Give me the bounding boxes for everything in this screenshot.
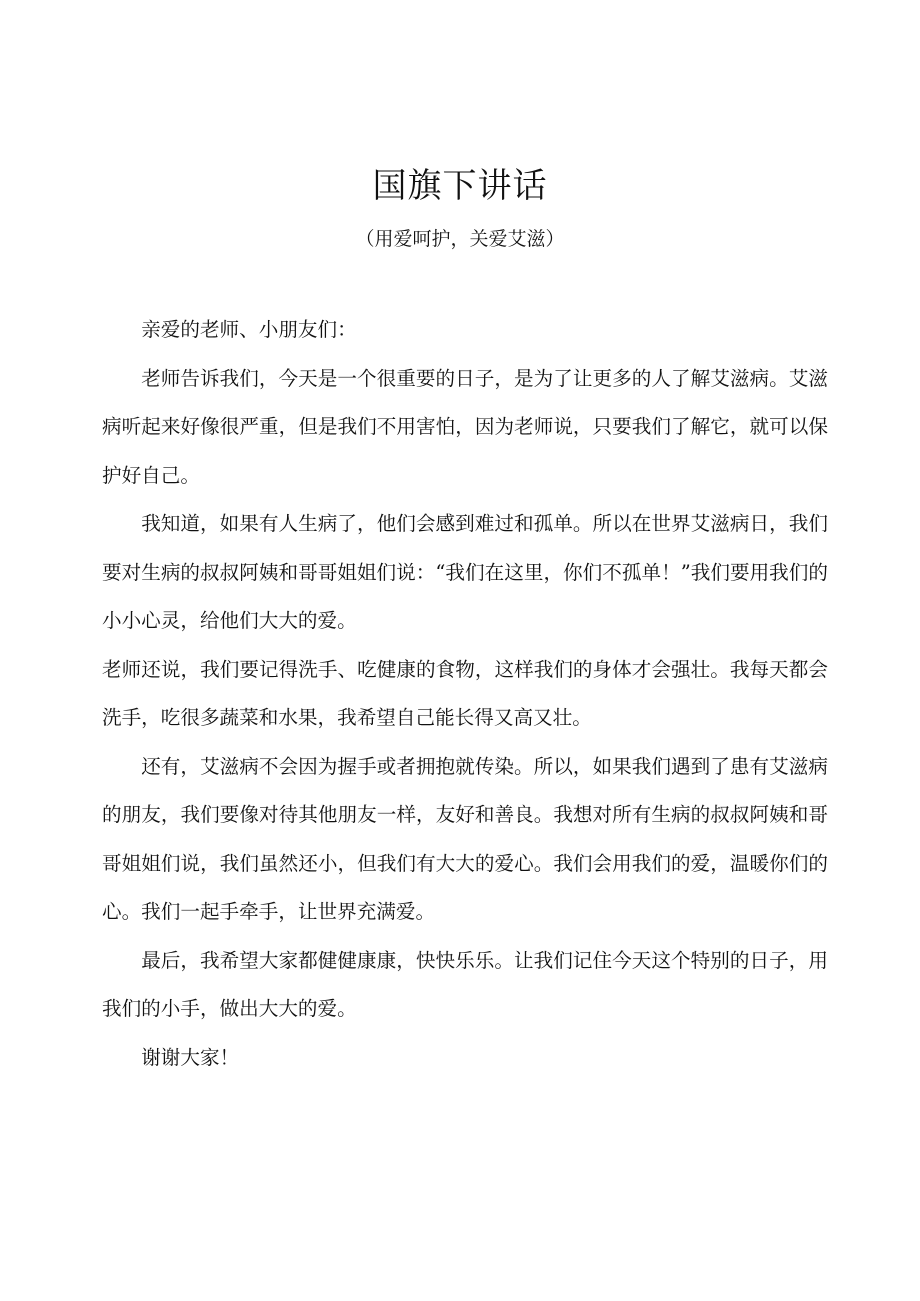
speech-body (102, 306, 828, 1082)
paragraph-5: 最后，我希望大家都健健康康，快快乐乐。让我们记住今天这个特别的日子，用我们的小手，做出大大的爱。 (102, 948, 828, 1020)
paragraph-1: 老师告诉我们，今天是一个很重要的日子，是为了让更多的人了解艾滋病。艾滋病听起来好像很严重，但是我们不用害怕，因为老师说，只要我们了解它，就可以保护好自己。 (102, 366, 828, 487)
page-subtitle: （用爱呵护，关爱艾滋） (355, 228, 565, 250)
greeting: 亲爱的老师、小朋友们： (141, 318, 357, 341)
closing: 谢谢大家！ (141, 1045, 240, 1069)
paragraph-2: 我知道，如果有人生病了，他们会感到难过和孤单。所以在世界艾滋病日，我们要对生病的叔叔阿姨和哥哥姐姐们说：“我们在这里，你们不孤单！”我们要用我们的小小心灵，给他们大大的爱。 (102, 512, 828, 632)
paragraph-3: 老师还说，我们要记得洗手、吃健康的食物，这样我们的身体才会强壮。我每天都会洗手，吃很多蔬菜和水果，我希望自己能长得又高又壮。 (102, 657, 828, 729)
page-title: 国旗下讲话 (372, 166, 548, 206)
paragraph-4: 还有，艾滋病不会因为握手或者拥抱就传染。所以，如果我们遇到了患有艾滋病的朋友，我们要像对待其他朋友一样，友好和善良。我想对所有生病的叔叔阿姨和哥哥姐姐们说，我们虽然还小，但我们有大大的爱心。我们会用我们的爱，温暖你们的心。我们一起手牵手，让世界充满爱。 (102, 754, 828, 923)
